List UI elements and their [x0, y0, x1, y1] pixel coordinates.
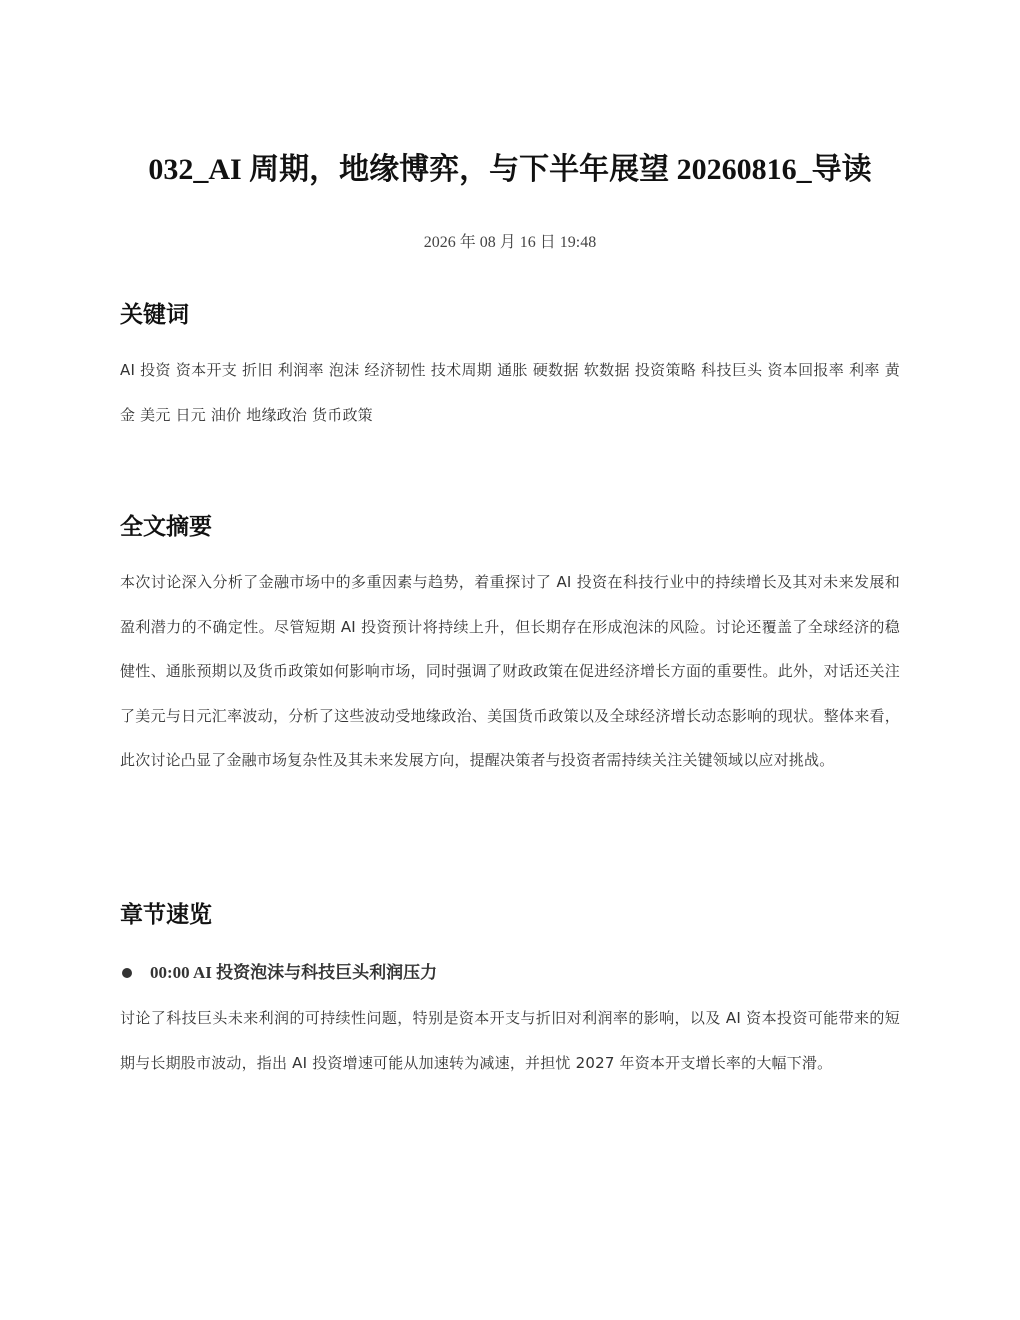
chapters-heading: 章节速览 [120, 902, 212, 928]
keywords-text: AI 投资 资本开支 折旧 利润率 泡沫 经济韧性 技术周期 通胀 硬数据 软数据 投资策略 科技巨头 资本回报率 利率 黄金 美元 日元 油价 地缘政治 货币政策 [120, 361, 900, 424]
summary-heading: 全文摘要 [120, 514, 212, 540]
keywords-heading: 关键词 [120, 302, 189, 328]
document-title: 032_AI 周期，地缘博弈，与下半年展望 20260816_导读 [148, 153, 872, 186]
document-date: 2026 年 08 月 16 日 19:48 [423, 234, 597, 251]
chapter-item [120, 958, 900, 988]
chapter-title: 00:00 AI 投资泡沫与科技巨头利润压力 [150, 963, 438, 982]
summary-text: 本次讨论深入分析了金融市场中的多重因素与趋势，着重探讨了 AI 投资在科技行业中的持续增长及其对未来发展和盈利潜力的不确定性。尽管短期 AI 投资预计将持续上升，但长期存在形成泡沫的风险。讨论还覆盖了全球经济的稳健性、通胀预期以及货币政策如何影响市场，同时强调了财政政策在促进经济增长方面的重要性。此外，对话还关注了美元与日元汇率波动，分析了这些波动受地缘政治、美国货币政策以及全球经济增长动态影响的现状。整体来看，此次讨论凸显了金融市场复杂性及其未来发展方向，提醒决策者与投资者需持续关注关键领域以应对挑战。 [120, 573, 900, 769]
chapter-text: 讨论了科技巨头未来利润的可持续性问题，特别是资本开支与折旧对利润率的影响，以及 AI 资本投资可能带来的短期与长期股市波动，指出 AI 投资增速可能从加速转为减速，并担忧 2027 年资本开支增长率的大幅下滑。 [120, 1009, 900, 1072]
bullet-icon [122, 968, 132, 978]
